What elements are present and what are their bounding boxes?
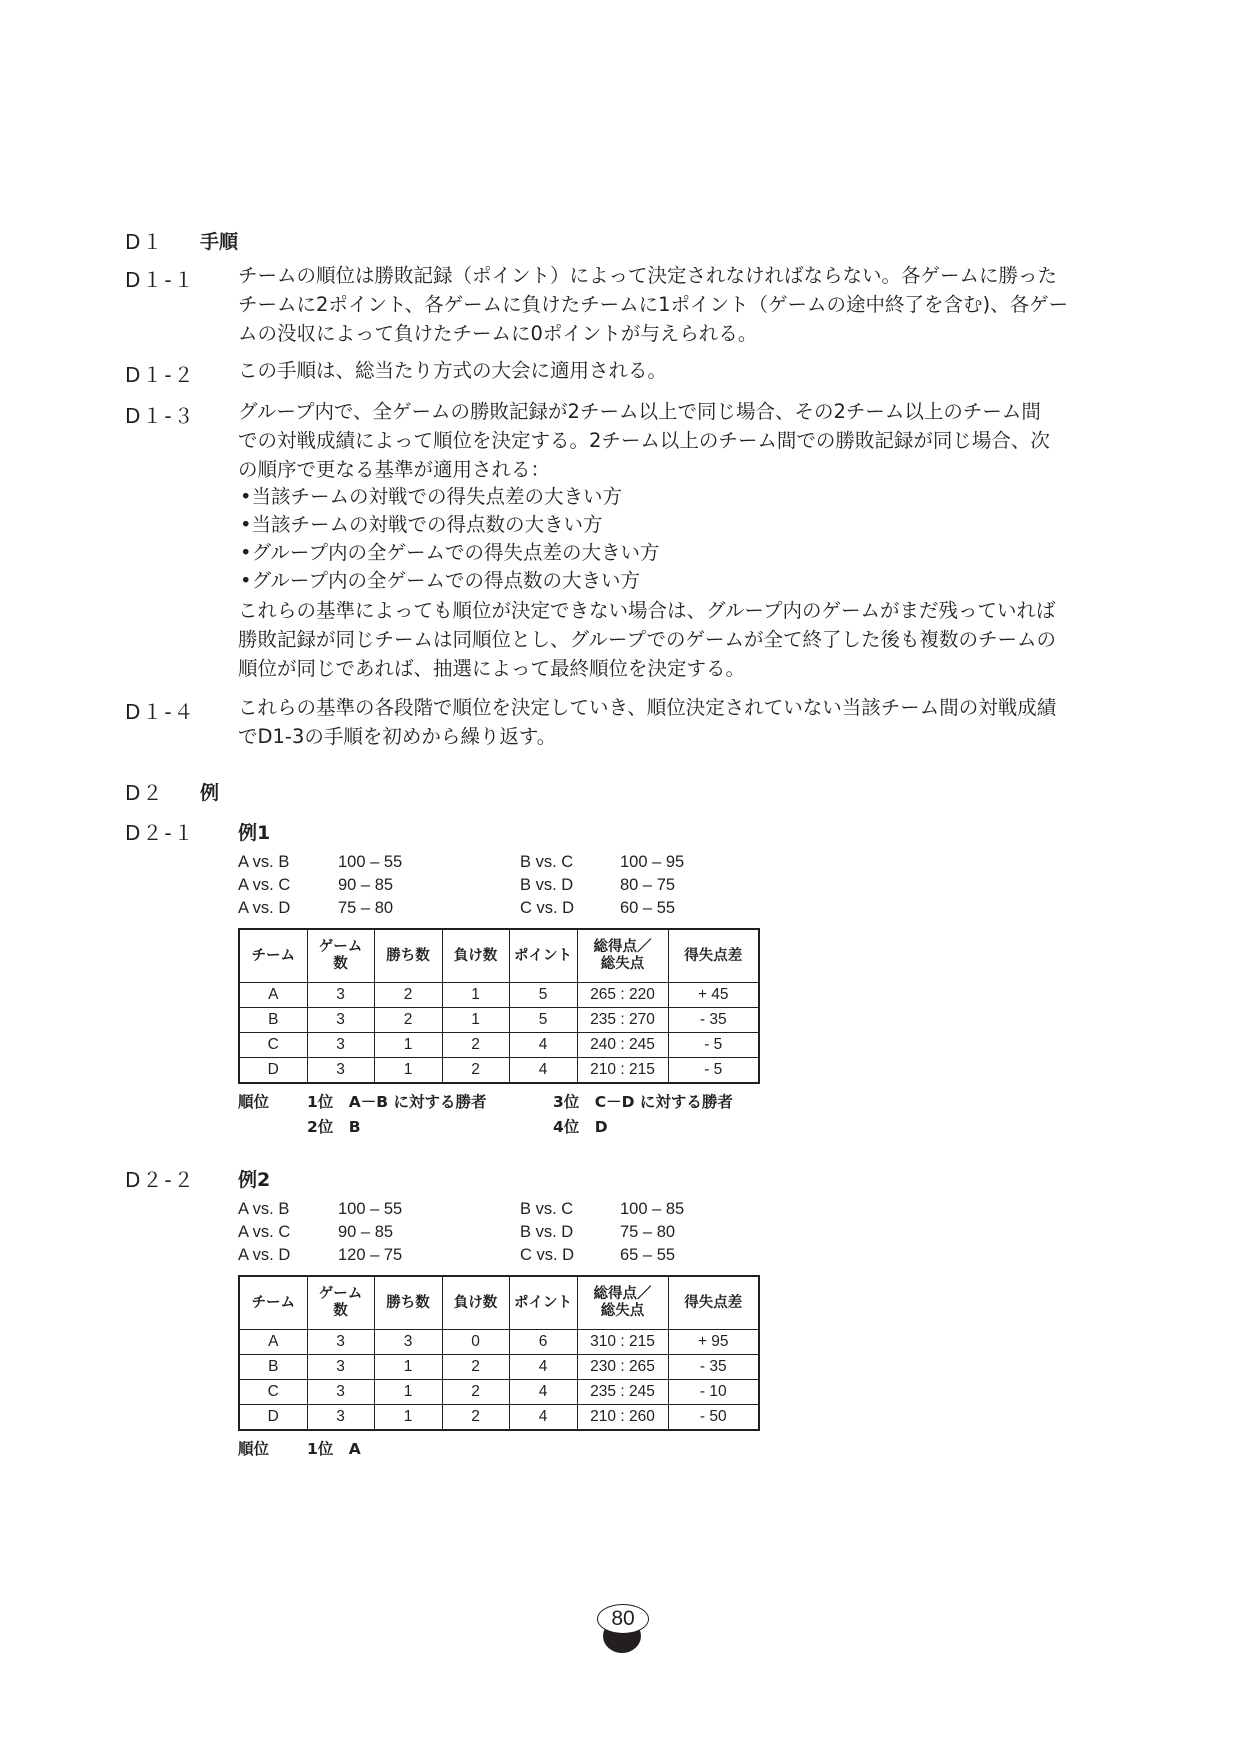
table-row	[239, 1008, 759, 1033]
clause-text-d1-3	[238, 397, 1050, 484]
table-cell: 210 : 215	[577, 1058, 668, 1084]
column-header: チーム	[239, 1276, 307, 1330]
table-cell: 3	[307, 983, 374, 1008]
match-score: 100 – 55	[338, 853, 403, 871]
column-header: 負け数	[442, 1276, 509, 1330]
text-line: チームに2ポイント、各ゲームに負けたチームに1ポイント（ゲームの途中終了を含む)、各ゲー	[238, 293, 1069, 316]
table-cell: 1	[374, 1355, 442, 1380]
table-cell: 3	[307, 1058, 374, 1084]
clause-text-d1-3-after	[238, 596, 1056, 683]
table-cell: 3	[307, 1405, 374, 1431]
match-score: 60 – 55	[620, 899, 676, 917]
table-cell: 3	[307, 1330, 374, 1355]
ranking-label: 順位	[238, 1093, 270, 1111]
section-title-d2: 例	[200, 782, 220, 804]
table-cell: 4	[509, 1355, 577, 1380]
text-line: でD1-3の手順を初めから繰り返す。	[238, 725, 557, 748]
column-header: 勝ち数	[374, 929, 442, 983]
table-cell: C	[239, 1380, 307, 1405]
clause-code-d1-3: D１-３	[125, 404, 196, 428]
match-score: 80 – 75	[620, 876, 676, 894]
table-cell: 2	[374, 983, 442, 1008]
table-cell: 1	[442, 983, 509, 1008]
table-cell: 1	[374, 1058, 442, 1084]
table-cell: 2	[374, 1008, 442, 1033]
table-cell: 6	[509, 1330, 577, 1355]
table-cell: B	[239, 1008, 307, 1033]
text-line: での対戦成績によって順位を決定する。2チーム以上のチーム間での勝敗記録が同じ場合、次	[238, 429, 1050, 452]
table-cell: 265 : 220	[577, 983, 668, 1008]
table-cell: 1	[374, 1405, 442, 1431]
table-header-row	[239, 1276, 759, 1330]
example-code-2: D２-２	[125, 1168, 196, 1192]
match-score: 100 – 85	[620, 1200, 685, 1218]
clause-text-d1-1	[238, 261, 1068, 348]
table-row	[239, 983, 759, 1008]
table-cell: 5	[509, 1008, 577, 1033]
column-header: 得失点差	[668, 1276, 759, 1330]
match-score: 75 – 80	[338, 899, 394, 917]
match-pair: B vs. D	[520, 1223, 574, 1241]
table-cell: 2	[442, 1355, 509, 1380]
section-code-d1: D１	[125, 230, 165, 254]
table-row	[239, 1405, 759, 1431]
example-title-1: 例1	[238, 822, 271, 844]
clause-text-d1-4	[238, 693, 1056, 751]
match-pair: B vs. C	[520, 1200, 574, 1218]
table-cell: 1	[374, 1033, 442, 1058]
column-header: ゲーム 数	[307, 1276, 374, 1330]
table-header-row	[239, 929, 759, 983]
column-header: ポイント	[509, 1276, 577, 1330]
rank-entry: 3位 C－D に対する勝者	[553, 1093, 733, 1111]
table-cell: 3	[307, 1033, 374, 1058]
match-pair: B vs. D	[520, 876, 574, 894]
table-cell: B	[239, 1355, 307, 1380]
clause-code-d1-2: D１-２	[125, 363, 196, 387]
match-score: 75 – 80	[620, 1223, 676, 1241]
list-item: •グループ内の全ゲームでの得点数の大きい方	[240, 569, 640, 592]
match-pair: A vs. C	[238, 876, 291, 894]
table-cell: D	[239, 1058, 307, 1084]
table-cell: A	[239, 1330, 307, 1355]
table-cell: 2	[442, 1033, 509, 1058]
text-line: チームの順位は勝敗記録（ポイント）によって決定されなければならない。各ゲームに勝った	[238, 264, 1058, 287]
table-cell: 2	[442, 1380, 509, 1405]
match-score: 65 – 55	[620, 1246, 676, 1264]
criteria-list	[240, 483, 659, 595]
rank-entry: 4位 D	[553, 1118, 608, 1136]
list-item: •グループ内の全ゲームでの得失点差の大きい方	[240, 541, 660, 564]
match-pair: A vs. C	[238, 1223, 291, 1241]
table-row	[239, 1355, 759, 1380]
table-row	[239, 1058, 759, 1084]
table-cell: 4	[509, 1405, 577, 1431]
table-cell: 4	[509, 1033, 577, 1058]
clause-code-d1-4: D１-４	[125, 700, 196, 724]
ranking-label: 順位	[238, 1440, 270, 1458]
table-cell: 235 : 245	[577, 1380, 668, 1405]
table-cell: 1	[374, 1380, 442, 1405]
table-cell: 3	[307, 1380, 374, 1405]
table-cell: C	[239, 1033, 307, 1058]
table-cell: 5	[509, 983, 577, 1008]
example-code-1: D２-１	[125, 821, 196, 845]
table-cell: - 5	[668, 1033, 759, 1058]
column-header: 得失点差	[668, 929, 759, 983]
table-cell: 3	[307, 1008, 374, 1033]
match-score: 100 – 95	[620, 853, 685, 871]
section-title-d1: 手順	[200, 231, 239, 253]
table-cell: D	[239, 1405, 307, 1431]
text-line: これらの基準の各段階で順位を決定していき、順位決定されていない当該チーム間の対戦成績	[238, 696, 1057, 719]
table-cell: 4	[509, 1058, 577, 1084]
table-cell: - 35	[668, 1008, 759, 1033]
list-item: •当該チームの対戦での得点数の大きい方	[240, 513, 603, 536]
table-cell: A	[239, 983, 307, 1008]
text-line: 順位が同じであれば、抽選によって最終順位を決定する。	[238, 657, 746, 680]
rank-entry: 2位 B	[307, 1118, 361, 1136]
rank-entry: 1位 A－B に対する勝者	[307, 1093, 487, 1111]
page-number: 80	[597, 1604, 649, 1634]
standings-table-2	[238, 1275, 760, 1431]
table-cell: + 45	[668, 983, 759, 1008]
example-title-2: 例2	[238, 1169, 271, 1191]
table-cell: 3	[307, 1355, 374, 1380]
text-line: の順序で更なる基準が適用される：	[238, 458, 551, 481]
table-cell: 240 : 245	[577, 1033, 668, 1058]
rank-entry: 1位 A	[307, 1440, 361, 1458]
match-pair: C vs. D	[520, 899, 575, 917]
match-pair: A vs. B	[238, 1200, 290, 1218]
table-cell: 310 : 215	[577, 1330, 668, 1355]
table-cell: - 5	[668, 1058, 759, 1084]
table-cell: 0	[442, 1330, 509, 1355]
clause-text-d1-2	[238, 356, 667, 385]
match-score: 90 – 85	[338, 1223, 394, 1241]
table-cell: - 10	[668, 1380, 759, 1405]
column-header: 勝ち数	[374, 1276, 442, 1330]
table-cell: 2	[442, 1058, 509, 1084]
text-line: この手順は、総当たり方式の大会に適用される。	[238, 359, 668, 382]
text-line: グループ内で、全ゲームの勝敗記録が2チーム以上で同じ場合、その2チーム以上のチーム間	[238, 400, 1041, 423]
match-score: 90 – 85	[338, 876, 394, 894]
match-pair: A vs. B	[238, 853, 290, 871]
match-score: 100 – 55	[338, 1200, 403, 1218]
table-cell: 210 : 260	[577, 1405, 668, 1431]
text-line: 勝敗記録が同じチームは同順位とし、グループでのゲームが全て終了した後も複数のチームの	[238, 628, 1057, 651]
table-row	[239, 1380, 759, 1405]
section-code-d2: D２	[125, 781, 165, 805]
column-header: 負け数	[442, 929, 509, 983]
table-cell: 1	[442, 1008, 509, 1033]
table-cell: + 95	[668, 1330, 759, 1355]
table-cell: 235 : 270	[577, 1008, 668, 1033]
text-line: これらの基準によっても順位が決定できない場合は、グループ内のゲームがまだ残っていれば	[238, 599, 1056, 622]
table-cell: - 50	[668, 1405, 759, 1431]
column-header: ゲーム 数	[307, 929, 374, 983]
table-cell: 2	[442, 1405, 509, 1431]
match-pair: A vs. D	[238, 1246, 291, 1264]
table-cell: 4	[509, 1380, 577, 1405]
match-score: 120 – 75	[338, 1246, 403, 1264]
column-header: チーム	[239, 929, 307, 983]
column-header: 総得点／ 総失点	[577, 1276, 668, 1330]
table-row	[239, 1033, 759, 1058]
match-pair: A vs. D	[238, 899, 291, 917]
clause-code-d1-1: D１-１	[125, 268, 196, 292]
text-line: ムの没収によって負けたチームに0ポイントが与えられる。	[238, 322, 758, 345]
table-row	[239, 1330, 759, 1355]
standings-table-1	[238, 928, 760, 1084]
table-cell: 230 : 265	[577, 1355, 668, 1380]
table-cell: 3	[374, 1330, 442, 1355]
match-pair: B vs. C	[520, 853, 574, 871]
match-pair: C vs. D	[520, 1246, 575, 1264]
table-cell: - 35	[668, 1355, 759, 1380]
column-header: ポイント	[509, 929, 577, 983]
list-item: •当該チームの対戦での得失点差の大きい方	[240, 485, 623, 508]
column-header: 総得点／ 総失点	[577, 929, 668, 983]
